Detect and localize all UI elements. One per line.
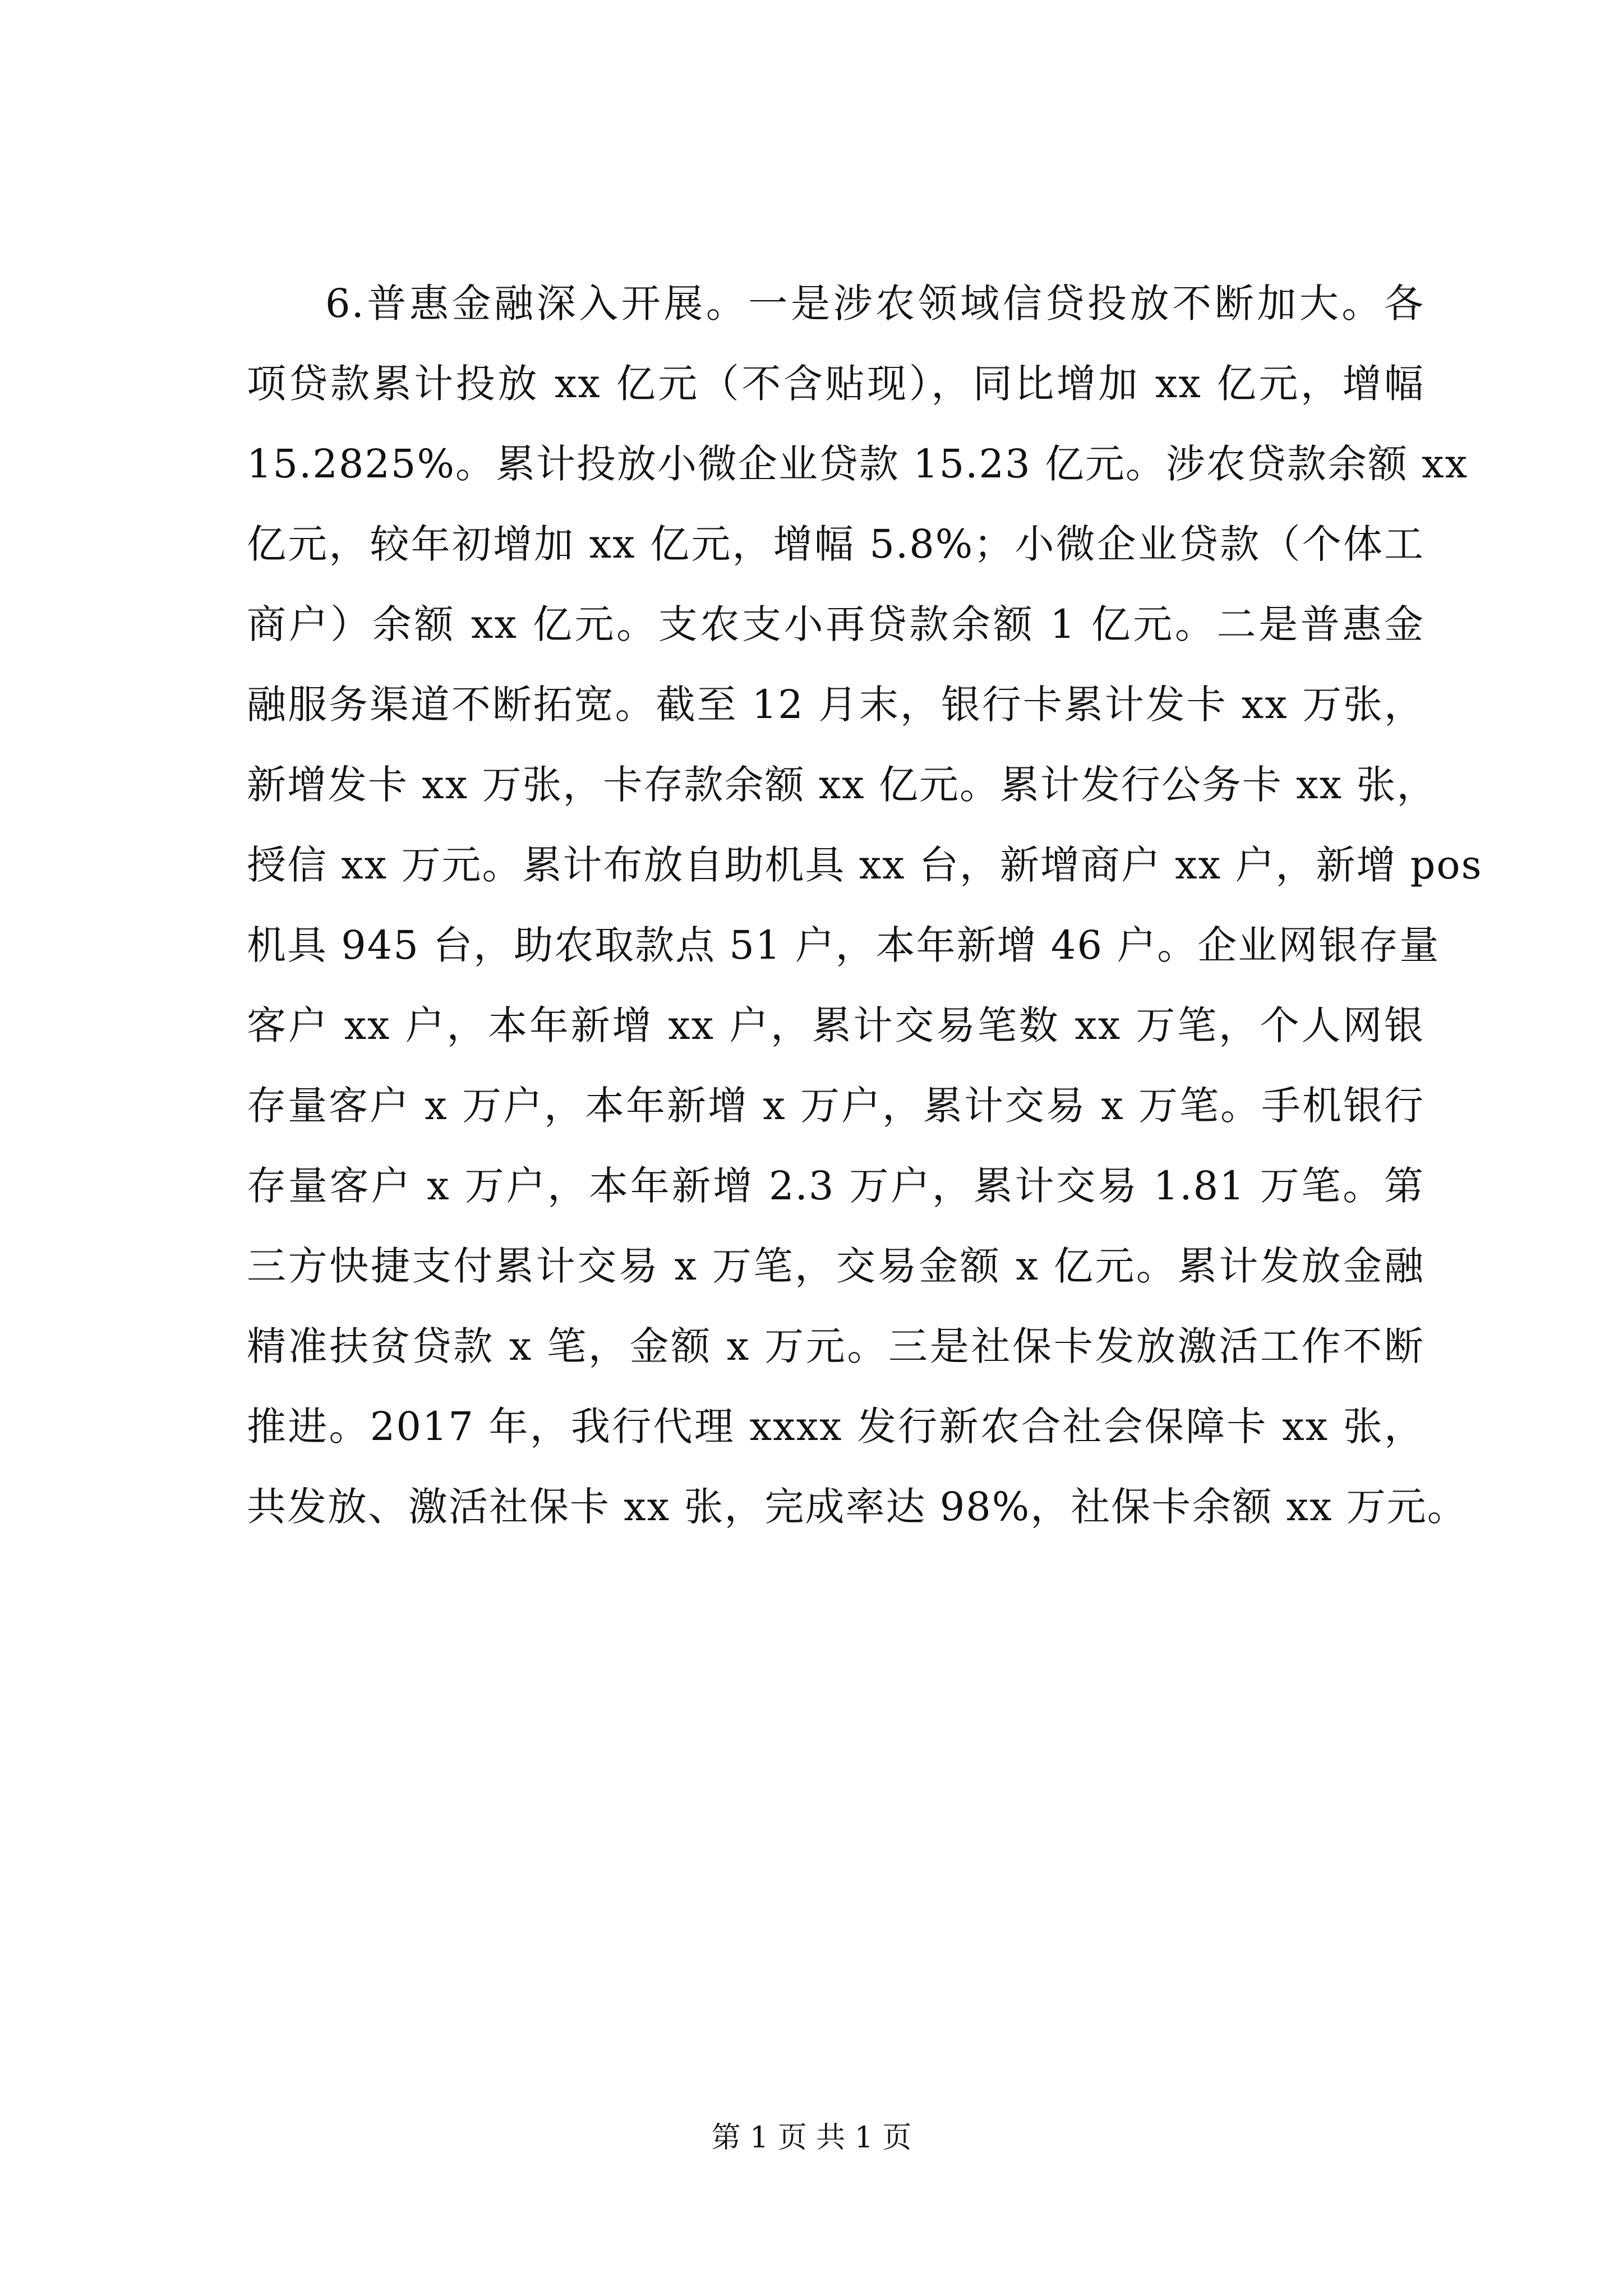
paragraph-line: 融服务渠道不断拓宽。截至 12 月末，银行卡累计发卡 xx 万张， — [247, 682, 1424, 728]
paragraph-line: 精准扶贫贷款 x 笔，金额 x 万元。三是社保卡发放激活工作不断 — [247, 1323, 1424, 1369]
paragraph-line: 授信 xx 万元。累计布放自助机具 xx 台，新增商户 xx 户，新增 pos — [247, 842, 1483, 888]
paragraph-line: 6.普惠金融深入开展。一是涉农领域信贷投放不断加大。各 — [325, 280, 1424, 326]
paragraph-line: 三方快捷支付累计交易 x 万笔，交易金额 x 亿元。累计发放金融 — [247, 1243, 1424, 1289]
paragraph-line: 存量客户 x 万户，本年新增 2.3 万户，累计交易 1.81 万笔。第 — [247, 1163, 1424, 1209]
page-number-footer: 第 1 页 共 1 页 — [711, 2121, 912, 2155]
paragraph-line: 亿元，较年初增加 xx 亿元，增幅 5.8%；小微企业贷款（个体工 — [247, 521, 1424, 567]
paragraph-line: 机具 945 台，助农取款点 51 户，本年新增 46 户。企业网银存量 — [247, 922, 1440, 968]
paragraph-line: 商户）余额 xx 亿元。支农支小再贷款余额 1 亿元。二是普惠金 — [247, 601, 1424, 647]
paragraph-line: 客户 xx 户，本年新增 xx 户，累计交易笔数 xx 万笔，个人网银 — [247, 1002, 1424, 1048]
paragraph-line: 推进。2017 年，我行代理 xxxx 发行新农合社会保障卡 xx 张， — [247, 1404, 1424, 1450]
paragraph-line: 15.2825%。累计投放小微企业贷款 15.23 亿元。涉农贷款余额 xx — [247, 441, 1469, 487]
paragraph-line: 共发放、激活社保卡 xx 张，完成率达 98%，社保卡余额 xx 万元。 — [247, 1484, 1468, 1530]
body-paragraph — [247, 264, 1483, 1547]
paragraph-line: 项贷款累计投放 xx 亿元（不含贴现），同比增加 xx 亿元，增幅 — [247, 361, 1424, 407]
paragraph-line: 新增发卡 xx 万张，卡存款余额 xx 亿元。累计发行公务卡 xx 张， — [247, 762, 1437, 808]
paragraph-line: 存量客户 x 万户，本年新增 x 万户，累计交易 x 万笔。手机银行 — [247, 1083, 1424, 1129]
